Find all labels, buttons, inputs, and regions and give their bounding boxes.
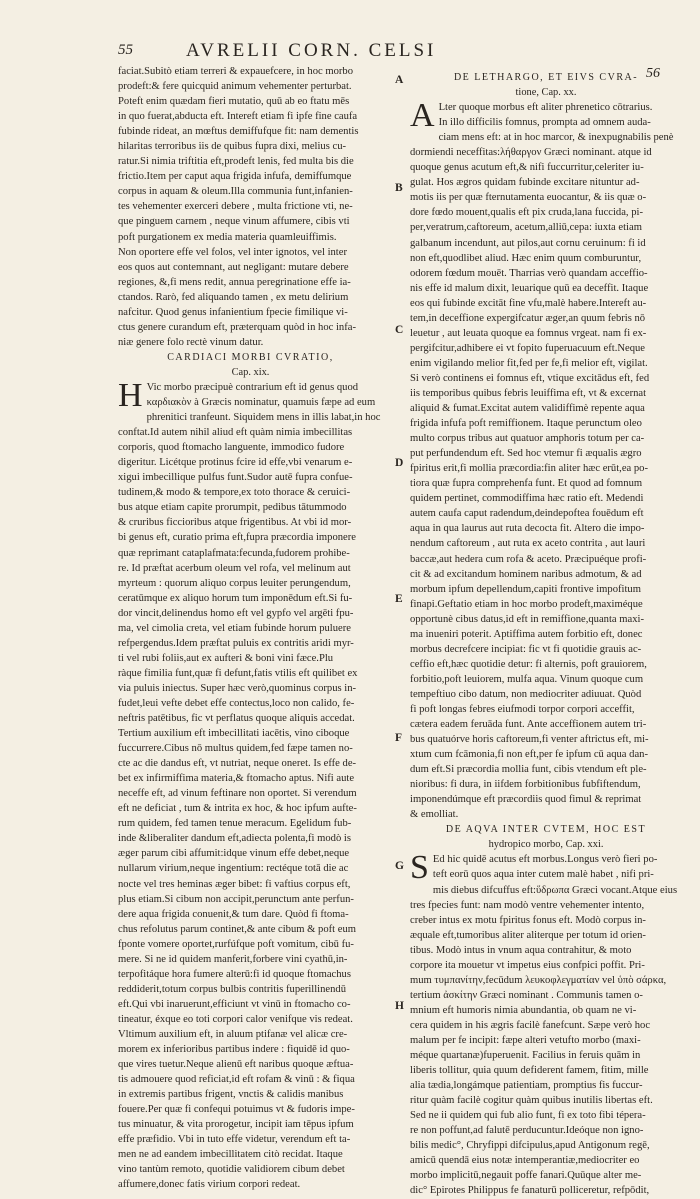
text-line: refpergendus.Idem præftat puluis ex contritis aridi myr- bbox=[118, 637, 354, 649]
left-text-after bbox=[118, 376, 383, 1193]
initial-letter-a: A bbox=[410, 97, 435, 135]
text-line: Sed ne ii quidem qui fub alio funt, fi ex toto fibi tépera- bbox=[410, 1110, 646, 1122]
text-line: aliquid & fumat.Excitat autem validiffimè repente aqua bbox=[410, 403, 645, 415]
text-line: fouere.Per quæ fi confequi potuimus vt & fudoris impe- bbox=[118, 1104, 355, 1116]
text-line: Si verò continens ei fomnus eft, vtique excitādus eft, fed bbox=[410, 372, 650, 384]
text-line: Non oportere effe vel folos, vel inter ignotos, vel inter bbox=[118, 246, 347, 258]
text-line: per,veratrum,caftoreum, acetum,alliū,cepa: iuxta etiam bbox=[410, 222, 642, 234]
margin-letter-c: C bbox=[395, 324, 404, 336]
text-line: ma inueniri poterit. Aptiffima autem forbitio eft, donec bbox=[410, 628, 643, 640]
text-line: dic° Epirotes Philippus fe fanaturū polliceretur, refpōdit, bbox=[410, 1185, 650, 1197]
text-line: quoque genus acutum eft,& nifi fuccurritur,celeriter iu- bbox=[410, 162, 644, 174]
text-line: eft.Qui vbi inaruerunt,efficiunt vt vinū in ftomacho co- bbox=[118, 998, 351, 1010]
section-heading-dropsy: DE AQVA INTER CVTEM, HOC EST bbox=[445, 824, 647, 836]
text-line: ciam mens eft: at in hoc marcor, & inexpugnabilis penè bbox=[438, 132, 674, 144]
chapter-19-body bbox=[118, 376, 383, 1193]
text-line: ctus genere curandum eft, præterquam quòd in hoc infa- bbox=[118, 321, 356, 333]
text-line: Poteft enim quædam fieri mutatio, quū ab eo ftatu mēs bbox=[118, 96, 350, 108]
text-line: neftris patētibus, fic vt perflatus quoque aliquis accedat. bbox=[118, 713, 355, 725]
text-line: æquale eft,tumoribus aliter aliterque per totum id orien- bbox=[410, 929, 646, 941]
text-line: prodeft:& fere quicquid animum vehementer perturbat. bbox=[118, 81, 352, 93]
text-line: Ed hic quidē acutus eft morbus.Longus verò fieri po- bbox=[432, 854, 658, 866]
text-line: In illo difficilis fomnus, prompta ad omnem auda- bbox=[438, 117, 651, 129]
initial-letter-s: S bbox=[410, 849, 429, 887]
text-line: mnium eft humoris nimia abundantia, ob quam ne vi- bbox=[410, 1004, 637, 1016]
text-line: mum τυμπανίτην,fecūdum λευκοφλεγματίαν vel ὑπὸ σάρκα, bbox=[410, 974, 667, 986]
margin-letter-g: G bbox=[395, 860, 404, 872]
text-line: morbum ipfum depellendum,capiti frontive impofitum bbox=[410, 583, 641, 595]
text-line: baccæ,aut hedera cum rofa & aceto. Præcipuéque profi- bbox=[410, 553, 647, 565]
margin-letter-e: E bbox=[395, 593, 403, 605]
text-line: fudet,leui vefte debet effe contectus,loco non calido, fe- bbox=[118, 697, 355, 709]
text-line: tiora quæ fupra comprehenfa funt. Et quod ad fomnum bbox=[410, 478, 643, 490]
text-line: eos quos aut contemnant, aut negligant: mutare debere bbox=[118, 261, 349, 273]
text-line: liberis tollitur, quia quum defiderent famem, fitim, mille bbox=[410, 1065, 649, 1077]
text-line: digeritur. Licétque protinus fcire id effe,vbi venarum e- bbox=[118, 457, 353, 469]
chapter-label-21: hydropico morbo, Cap. xxi. bbox=[488, 839, 604, 851]
chapter-label-19: Cap. xix. bbox=[231, 366, 270, 378]
margin-letter-f: F bbox=[395, 732, 403, 744]
text-line: nafcitur. Quod genus infanientium fpecie fimilique vi- bbox=[118, 306, 348, 318]
text-line: tus minuatur, & vita prorogetur, incipit iam tēpus ipfum bbox=[118, 1119, 354, 1131]
section-heading-cardiac: CARDIACI MORBI CVRATIO, bbox=[167, 351, 334, 363]
text-line: dere aqua frigida conuenit,& tum dare. Quòd fi ftoma- bbox=[118, 908, 349, 920]
text-line: fuccurrere.Cibus nō multus quidem,fed fæpe tamen no- bbox=[118, 743, 353, 755]
chapter-20-body bbox=[410, 97, 682, 822]
text-line: cera quidem in his ægris facilè fanefcunt. Sæpe verò hoc bbox=[410, 1019, 651, 1031]
text-line: fubinde rideat, an mœftus demiffufque fit: nam dementis bbox=[118, 126, 359, 138]
text-line: ritur quàm facilè cogitur quàm quibus inutilis libertas eft. bbox=[410, 1095, 653, 1107]
text-line: phrenitici tranfeunt. Siquidem mens in illis labat,in hoc bbox=[146, 412, 381, 424]
text-line: niæ genere folo rectè vinum datur. bbox=[118, 336, 264, 348]
text-line: vino tantùm remoto, quotidie validiorem cibum debet bbox=[118, 1164, 345, 1176]
margin-letter-a: A bbox=[395, 74, 404, 86]
text-line: iis temporibus quibus febris leuiffima eft, vt & excernat bbox=[410, 387, 647, 399]
text-line: nendum caftoreum , aut ruta ex aceto contrita , aut lauri bbox=[410, 538, 646, 550]
text-line: que vires tuetur.Neque alienū eft naribus quoque æftua- bbox=[118, 1059, 354, 1071]
text-line: enim vigilando melior fit,fed per fe,fi melior eft, vigilat. bbox=[410, 357, 648, 369]
text-line: mere. Si ne id quidem manferit,forbere vini cyathū,in- bbox=[118, 953, 348, 965]
text-line: myrteum : quorum aliquo corpus leuiter perungendum, bbox=[118, 577, 351, 589]
text-line: effe præfidio. Vbi in tuto effe videtur, verendum eft ta- bbox=[118, 1134, 351, 1146]
text-line: fi poft longas febres eiufmodi torpor corpori acceffit, bbox=[410, 703, 635, 715]
text-line: plus etiam.Si cibum non accipit,perunctum ante perfun- bbox=[118, 893, 354, 905]
text-line: rum quidem, fed tamen tenue meracum. Egelidum fub- bbox=[118, 818, 352, 830]
text-line: corpore ita mouetur vt impetus eius confpici poffit. Pri- bbox=[410, 959, 645, 971]
text-line: poft purgationem ex media materia quamleuiffimis. bbox=[118, 231, 337, 243]
text-line: creber intus ex motu fpiritus fonus eft. Modò corpus in- bbox=[410, 914, 646, 926]
text-line: tem,in deceffione expergifcatur æger,an quum febris nō bbox=[410, 312, 646, 324]
text-line: bet ex infirmiffima materia,& ftomacho aptus. Nifi aute bbox=[118, 773, 355, 785]
text-line: aqua in qua laurus aut ruta decocta fit. Altero die impo- bbox=[410, 523, 645, 535]
text-line: motis iis per quæ fternutamenta euocantur, & iis quæ o- bbox=[410, 192, 647, 204]
text-line: bus quatuórve horis caftoreum,fi venter aftrictus eft, mi- bbox=[410, 734, 649, 746]
text-line: bi genus eft, curatio prima eft,fupra præcordia imponere bbox=[118, 532, 356, 544]
text-line: fpiritus erit,fi mollia præcordia:fin aliter hæc erūt,ea po- bbox=[410, 463, 648, 475]
text-line: tertium ἀσκίτην Græci nominant . Communis tamen o- bbox=[410, 989, 643, 1001]
text-line: amicū quendā eius notæ intemperantiæ,mediocriter eo bbox=[410, 1155, 640, 1167]
text-line: dormiendi neceffitas:λήθαργον Græci nominant. atque id bbox=[410, 147, 652, 159]
text-line: morbo implicitū,negauit poffe fanari.Quūque alter me- bbox=[410, 1170, 642, 1182]
text-line: bus atque etiam capite prorumpit, pedibus tātummodo bbox=[118, 502, 347, 514]
text-line: reddiderit,totum corpus bulbis contritis fuperillinendū bbox=[118, 983, 347, 995]
text-line: teft eorū quos aqua inter cutem malè habet , nifi pri- bbox=[432, 869, 654, 881]
text-line: corpus in aquam & oleum.Illa communia funt,infanien- bbox=[118, 186, 353, 198]
text-line: ma, vel cimolia creta, vel etiam fubinde horum puluere bbox=[118, 622, 351, 634]
text-line: eos qui fubinde excitāt fine vfu,malè habere.Intereft au- bbox=[410, 297, 647, 309]
text-line: alia tædia,longámque patientiam, promptius fis fuccur- bbox=[410, 1080, 643, 1092]
text-line: méque quartanæ)fuperuenit. Facilius in feruis quām in bbox=[410, 1050, 641, 1062]
text-line: ceratūmque ex aliquo horum tum imponēdum eft.Si fu- bbox=[118, 592, 353, 604]
text-line: in quo fuerat,abducta eft. Intereft etiam fi ipfe fine caufa bbox=[118, 111, 358, 123]
margin-letter-h: H bbox=[395, 1000, 404, 1012]
text-line: nullarum virium,neque ingentium: rectéque totā die ac bbox=[118, 863, 349, 875]
text-line: mis diebus difcuffus eft:ὕδρωπα Græci vocant.Atque eius bbox=[432, 884, 678, 896]
text-line: Vltimum auxilium eft, in aluum ptifanæ vel alicæ cre- bbox=[118, 1029, 348, 1040]
text-line: tudinem,& modo & tempore,ex toto thorace & ceruici- bbox=[118, 487, 351, 499]
text-line: quæ reprimant cataplafmata:fecunda,fudorem prohibe- bbox=[118, 547, 350, 559]
text-line: affumere,donec fatis virium corpori redeat. bbox=[118, 1179, 301, 1191]
chapter-21-body bbox=[410, 849, 682, 1198]
running-head: AVRELII CORN. CELSI bbox=[186, 40, 437, 61]
text-line: Tertium auxilium eft imbecillitati iacētis, vino ciboque bbox=[118, 728, 350, 740]
chapter-label-20: tione, Cap. xx. bbox=[515, 87, 577, 99]
text-line: nis effe id malum dixit, leuarique quū ea deceffit. Itaque bbox=[410, 282, 649, 294]
text-line: & emolliat. bbox=[410, 809, 459, 821]
text-line: non eft,quodlibet aliud. Hæc enim quum comburuntur, bbox=[410, 252, 642, 264]
text-line: re non poffunt,ad falutē perducuntur.Ideóque non igno- bbox=[410, 1125, 644, 1137]
text-line: quidem pertinet, commodiffima hæc ratio eft. Medendi bbox=[410, 493, 644, 505]
text-line: xigui imbecillique pulfus funt.Sudor autē fupra confue- bbox=[118, 472, 353, 484]
text-line: opportunè cibus datus,id eft in remiffione,quanta maxi- bbox=[410, 613, 644, 625]
text-line: inde &liberaliter dandum eft,adiecta polenta,fi modò is bbox=[118, 833, 351, 845]
text-line: forbitio,poft leuiorem, mulfa aqua. Vinum quoque cum bbox=[410, 673, 644, 685]
text-line: regiones, &,fi mens redit, annua peregrinatione effe ia- bbox=[118, 276, 351, 288]
text-line: que pinguem carnem , neque vinum affumere, cibis vti bbox=[118, 216, 350, 228]
text-line: pergifcitur,adhibere ei vt fopito fuperuacuum eft.Neque bbox=[410, 342, 645, 354]
text-line: ràque fimilia funt,quæ fi defunt,fatis vtilis eft quilibet ex bbox=[118, 667, 358, 679]
text-line: morem ex inferioribus partibus indere : fiquidē id quo- bbox=[118, 1044, 350, 1056]
text-line: bilis medic°, Chryfippi difcipulus,apud Antigonum regē, bbox=[410, 1140, 650, 1152]
text-line: in extremis partibus frigent, vnctis & calidis manibus bbox=[118, 1089, 344, 1101]
text-line: tineatur, éxque eo toti corpori calor venifque vis redeat. bbox=[118, 1013, 353, 1025]
text-line: Lter quoque morbus eft aliter phrenetico cōtrarius. bbox=[438, 102, 653, 114]
text-line: ti vel rubi foliis,aut ex aufteri & boni vini fæce.Plu bbox=[118, 652, 334, 664]
text-line: re. Id præftat acerbum oleum vel rofa, vel melinum aut bbox=[118, 562, 351, 574]
text-line: finapi.Geftatio etiam in hoc morbo prodeft,maximéque bbox=[410, 598, 643, 610]
text-line: faciat.Subitò etiam terreri & expauefcere, in hoc morbo bbox=[118, 66, 354, 77]
text-line: cit & ad excitandum hominem naribus admotum, & ad bbox=[410, 568, 642, 580]
text-line: men ne ad eandem imbecillitatem citò recidat. Itaque bbox=[118, 1149, 343, 1161]
page-number-left: 55 bbox=[118, 42, 133, 58]
right-text-b bbox=[410, 849, 682, 1198]
text-line: chus refolutus parum continet,& ante cibum & poft eum bbox=[118, 923, 357, 935]
text-line: ceffio eft,hæc quotidie detur: fi alternis, poft grauiorem, bbox=[410, 658, 647, 670]
text-line: dor vincit,delinendus homo eft vel gypfo vel argēti fpu- bbox=[118, 607, 354, 619]
left-text-before bbox=[118, 64, 383, 350]
text-line: xtum cum fcāmonia,fi non eft,per fe ipfum cū aqua dan- bbox=[410, 749, 648, 761]
text-line: autem caufa caput radendum,deindepoftea fouēdum eft bbox=[410, 508, 644, 520]
text-line: καρδιακὸν à Græcis nominatur, quamuis fæpe ad eum bbox=[146, 397, 376, 409]
text-line: galbanum incendunt, aut pilos,aut cornu ceruinum: fi id bbox=[410, 237, 646, 249]
text-line: æger parum cibi affumit:idque vinum effe debet,neque bbox=[118, 848, 350, 860]
text-line: nocte vel tres heminas æger bibet: fi vaftius corpus eft, bbox=[118, 878, 351, 890]
text-line: eft ne deficiat , tum & intrita ex hoc, & hoc ipfum aufte- bbox=[118, 803, 357, 815]
section-heading-lethargy: DE LETHARGO, ET EIVS CVRA- bbox=[453, 72, 639, 83]
text-line: cte ac die dandus eft, vt nutriat, neque oneret. Is effe de- bbox=[118, 758, 357, 770]
text-line: tibus. Modò intus in vnum aqua contrahitur, & moto bbox=[410, 944, 632, 956]
text-line: Vic morbo præcipuè contrarium eft id genus quod bbox=[146, 381, 359, 393]
text-line: put perfundendum eft. Sed hoc vtemur fi æqualis ægro bbox=[410, 448, 642, 460]
text-line: conftat.Id autem nihil aliud eft quàm nimia imbecillitas bbox=[118, 427, 353, 439]
text-line: corporis, quod ftomacho languente, immodico fudore bbox=[118, 442, 345, 454]
text-line: terpofitáque hora fumere alterū:fi id quoque ftomachus bbox=[118, 968, 351, 980]
text-line: frictio.Item per caput aqua frigida infufa, demiffumque bbox=[118, 171, 352, 183]
text-line: hilaritas terroribus iis de quibus fupra dixi, melius cu- bbox=[118, 141, 347, 153]
margin-letter-b: B bbox=[395, 182, 403, 194]
page-number-right: 56 bbox=[646, 66, 660, 81]
left-column bbox=[118, 64, 383, 1193]
text-line: tempeftiuo cibo datum, non mediocriter adiuuat. Quòd bbox=[410, 688, 642, 700]
margin-letter-d: D bbox=[395, 457, 404, 469]
text-line: multo corpus tribus aut quatuor amphoris totum per ca- bbox=[410, 433, 645, 445]
text-line: tis admouere quod reficiat,id eft rofam & vinū : & fiqua bbox=[118, 1074, 355, 1086]
text-line: imponendúmque eft præcordiis quod fimul & reprimat bbox=[410, 794, 642, 806]
text-line: malum per fe incipit: fæpe alteri vetufto morbo (maxi- bbox=[410, 1035, 641, 1046]
text-line: tes vehementer exerceri debere , multa frictione vti, ne- bbox=[118, 201, 353, 213]
text-line: frigida infufa poft remiffionem. Itaque perunctum oleo bbox=[410, 418, 642, 430]
text-line: odorem fœdum mouēt. Tharrias verò quandam acceffio- bbox=[410, 267, 648, 279]
text-line: fponte vomere oportet,rurfúfque poft vomitum, cibū fu- bbox=[118, 938, 354, 950]
text-line: & cruribus ficcioribus atque frigentibus. At vbi id mor- bbox=[118, 517, 352, 529]
text-line: nioribus: fi dura, in iifdem forbitionibus fubfiftendum, bbox=[410, 779, 641, 791]
initial-letter-h: H bbox=[118, 376, 143, 414]
text-line: ratur.Si nimia triftitia eft,prodeft lenis, fed multa bis die bbox=[118, 156, 354, 168]
right-text-a bbox=[410, 97, 682, 822]
text-line: gulat. Hos ægros quidam fubinde excitare nituntur ad- bbox=[410, 177, 640, 189]
right-column bbox=[410, 70, 682, 1199]
text-line: neceffe eft, ad vinum feftinare non oportet. Si verendum bbox=[118, 788, 357, 800]
text-line: morbus decrefcere incipiat: fic vt fi quotidie grauis ac- bbox=[410, 643, 642, 655]
text-line: via puluis iniectus. Super hæc verò,quominus corpus in- bbox=[118, 682, 357, 694]
text-line: ctandos. Rarò, fed aliquando tamen , ex metu delirium bbox=[118, 291, 349, 303]
text-line: dore fœdo mouent,qualis eft pix cruda,lana fuccida, pi- bbox=[410, 207, 643, 219]
text-line: dum eft.Si præcordia mollia funt, cibis vtendum eft ple- bbox=[410, 764, 647, 776]
text-line: cætera eadem feruāda funt. Ante acceffionem autem tri- bbox=[410, 719, 647, 731]
text-line: leuetur , aut leuata quoque ea fomnus vrgeat. nam fi ex- bbox=[410, 327, 647, 339]
text-line: tres fpecies funt: nam modò ventre vehementer intento, bbox=[410, 899, 645, 911]
